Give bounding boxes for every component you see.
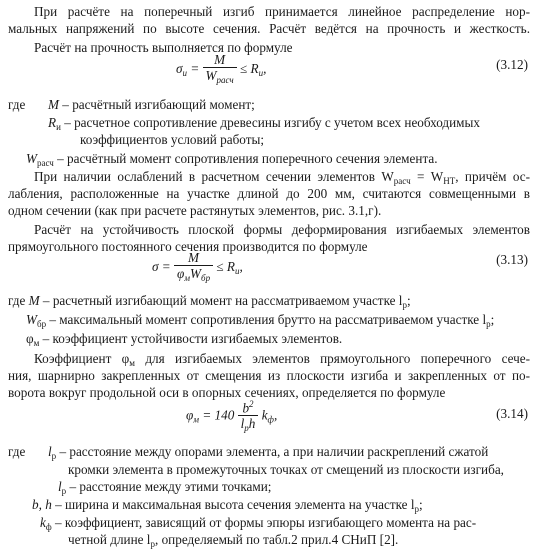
- formula-3-13: σ = $\frac{M}{\varphi_мW_{бр}}$ ≤ $R_и$,: [152, 250, 243, 286]
- paragraph-1-line-1: При расчёте на поперечный изгиб принимается линейное распределение нор-: [34, 4, 530, 19]
- where-3-line-k-cont: четной длине $l_р$, определяемый по табл.2 прил.4 СНиП [2].: [68, 532, 399, 549]
- paragraph-2: Расчёт на прочность выполняется по формуле: [34, 40, 293, 55]
- paragraph-3-line-2: лабления, расположенные на участке длиной до 200 мм, считаются совмещенными в: [8, 186, 530, 201]
- where-2-line-W: $W_{бр}$ – максимальный момент сопротивления брутто на рассматриваемом участке $l_р$;: [26, 312, 495, 329]
- where-1-line-R-cont: коэффициентов условий работы;: [80, 132, 264, 147]
- where-1-line-M: где M – расчётный изгибающий момент;: [8, 97, 255, 112]
- where-3-line-l-cont: кромки элемента в промежуточных точках от смещений из плоскости изгиба,: [68, 462, 504, 477]
- where-2-line-phi: $\varphi_м$ – коэффициент устойчивости изгибаемых элементов.: [26, 331, 343, 348]
- where-1-line-R: $R_и$ – расчетное сопротивление древесины изгибу с учетом всех необходимых: [48, 115, 480, 132]
- where-3-line-bh: b, h – ширина и максимальная высота сечения элемента на участке $l_р$;: [32, 497, 423, 514]
- formula-3-14: $\varphi_м = 140$ $\frac{b^2}{l_рh}$ $k_ф$,: [186, 397, 277, 436]
- where-2-line-M: где M – расчетный изгибающий момент на рассматриваемом участке $l_р$;: [8, 293, 411, 310]
- paragraph-5-line-1: Коэффициент $\varphi_м$ для изгибаемых элементов прямоугольного поперечного сече-: [34, 351, 530, 368]
- paragraph-3-line-1: При наличии ослаблений в расчетном сечении элементов $W_{расч} = W_{НТ}$, причём ос-: [34, 169, 530, 186]
- paragraph-4-line-2: прямоугольного постоянного сечения производится по формуле: [8, 239, 368, 254]
- equation-number-3-12: (3.12): [496, 57, 528, 72]
- paragraph-3-line-3: одном сечении (как при расчете растянутых элементов, рис. 3.1,г).: [8, 203, 382, 218]
- formula-3-12: $\sigma_и$ = $\frac{M}{W_{расч}}$ ≤ $R_и$,: [176, 52, 266, 88]
- paragraph-5-line-3: ворота вокруг продольной оси в опорных сечениях, определяется по формуле: [8, 385, 446, 400]
- paragraph-5-line-2: ния, шарнирно закрепленных от смещения из плоскости изгиба и закрепленных от по-: [8, 368, 530, 383]
- where-3-line-l2: $l_р$ – расстояние между этими точками;: [58, 479, 272, 496]
- where-3-line-k: $k_ф$ – коэффициент, зависящий от формы эпюры изгибающего момента на рас-: [40, 515, 477, 532]
- where-3-line-l: где $l_р$ – расстояние между опорами элемента, а при наличии раскреплений сжатой: [8, 444, 489, 461]
- where-1-line-W: $W_{расч}$ – расчётный момент сопротивления поперечного сечения элемента.: [26, 151, 438, 168]
- paragraph-1-line-2: мальных напряжений по высоте сечения. Расчёт ведётся на прочность и жесткость.: [8, 21, 530, 36]
- equation-number-3-14: (3.14): [496, 406, 528, 421]
- paragraph-4-line-1: Расчёт на устойчивость плоской формы деформирования изгибаемых элементов: [34, 222, 530, 237]
- equation-number-3-13: (3.13): [496, 252, 528, 267]
